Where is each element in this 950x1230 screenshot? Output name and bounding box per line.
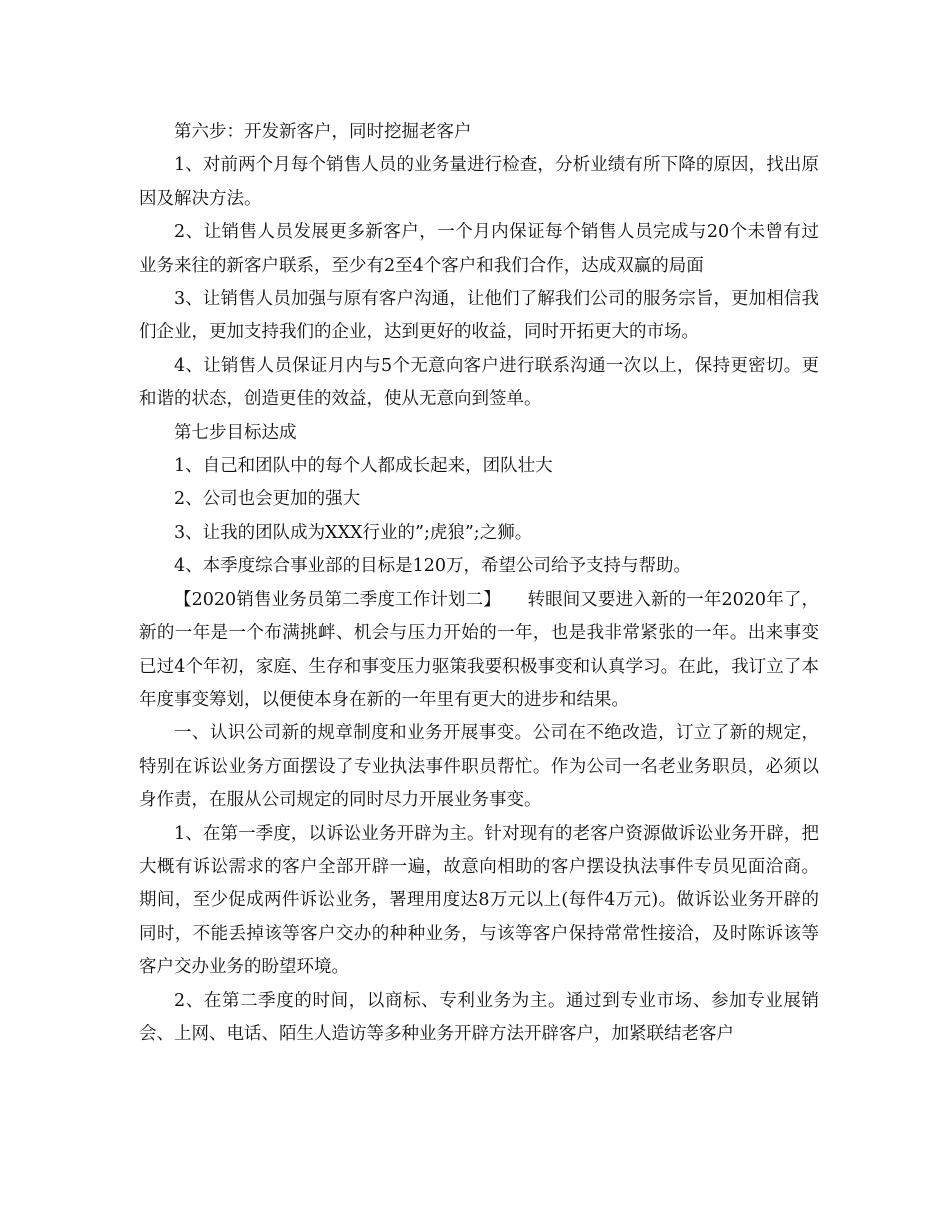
paragraph-plan-two-intro: 【2020销售业务员第二季度工作计划二】 转眼间又要进入新的一年2020年了，新的一年是一个布满挑衅、机会与压力开始的一年，也是我非常紧张的一年。出来事变已过4个年初，家庭、生存和事变压力驱策我要积极事变和认真学习。在此，我订立了本年度事变筹划，以便使本身在新的一年里有更大的进步和结果。 — [139, 589, 819, 710]
paragraph-step-six-item-3: 3、让销售人员加强与原有客户沟通，让他们了解我们公司的服务宗旨，更加相信我们企业，更加支持我们的企业，达到更好的收益，同时开拓更大的市场。 — [139, 289, 819, 343]
paragraph-step-seven-item-2: 2、公司也会更加的强大 — [174, 489, 361, 510]
paragraph-quarter-two: 2、在第二季度的时间，以商标、专利业务为主。通过到专业市场、参加专业展销会、上网、电话、陌生人造访等多种业务开辟方法开辟客户，加紧联结老客户 — [139, 990, 819, 1044]
paragraph-step-six-heading: 第六步：开发新客户，同时挖掘老客户 — [174, 122, 472, 142]
paragraph-step-seven-item-1: 1、自己和团队中的每个人都成长起来，团队壮大 — [174, 456, 553, 477]
paragraph-section-one: 一、认识公司新的规章制度和业务开展事变。公司在不绝改造，订立了新的规定，特别在诉讼业务方面摆设了专业执法事件职员帮忙。作为公司一名老业务职员，必须以身作责，在服从公司规定的同时尽力开展业务事变。 — [139, 723, 819, 811]
paragraph-step-seven-heading: 第七步目标达成 — [174, 422, 297, 443]
document-body — [139, 116, 819, 1051]
paragraph-step-six-item-4: 4、让销售人员保证月内与5个无意向客户进行联系沟通一次以上，保持更密切。更和谐的状态，创造更佳的效益，使从无意向到签单。 — [139, 355, 819, 410]
paragraph-step-six-item-2: 2、让销售人员发展更多新客户，一个月内保证每个销售人员完成与20个未曾有过业务来往的新客户联系，至少有2至4个客户和我们合作，达成双赢的局面 — [139, 222, 819, 276]
paragraph-step-seven-item-3: 3、让我的团队成为XXX行业的”;虎狼”;之狮。 — [174, 522, 533, 543]
paragraph-step-six-item-1: 1、对前两个月每个销售人员的业务量进行检查，分析业绩有所下降的原因，找出原因及解决方法。 — [139, 155, 819, 209]
paragraph-step-seven-item-4: 4、本季度综合事业部的目标是120万，希望公司给予支持与帮助。 — [174, 556, 692, 577]
paragraph-quarter-one: 1、在第一季度，以诉讼业务开辟为主。针对现有的老客户资源做诉讼业务开辟，把大概有诉讼需求的客户全部开辟一遍，故意向相助的客户摆设执法事件专员见面洽商。期间，至少促成两件诉讼业务，署理用度达8万元以上(每件4万元)。做诉讼业务开辟的同时，不能丢掉该等客户交办的种种业务，与该等客户保持常常性接洽，及时陈诉该等客户交办业务的盼望环境。 — [139, 823, 819, 978]
